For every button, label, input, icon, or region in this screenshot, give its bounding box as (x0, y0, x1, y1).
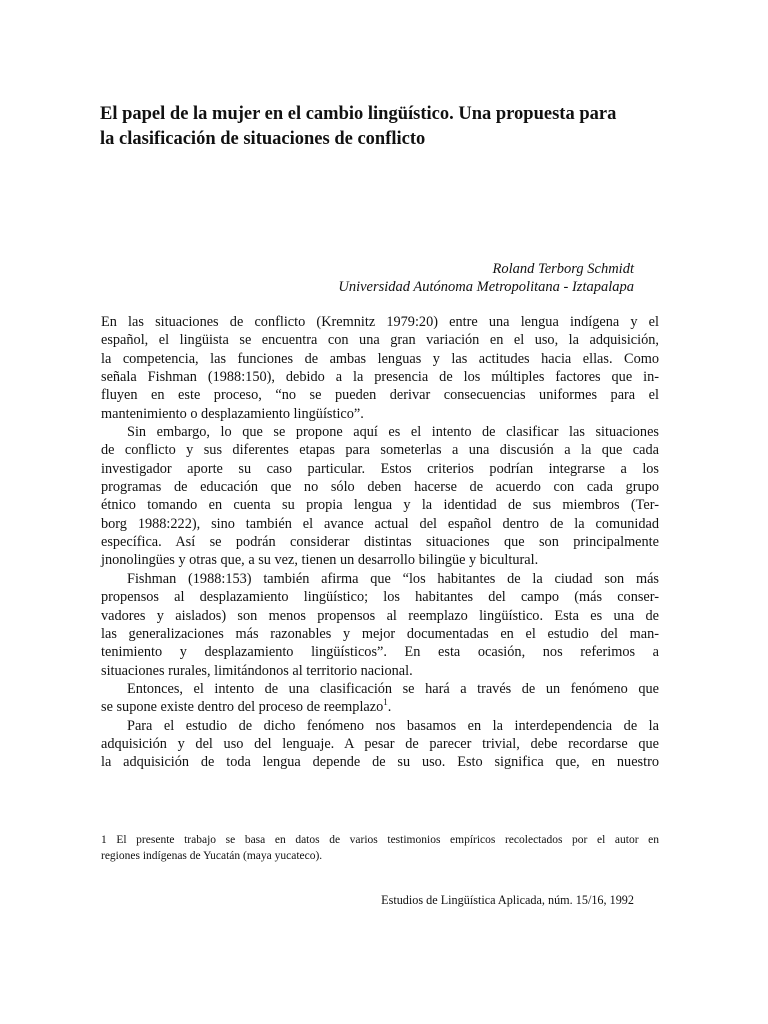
body-line: En las situaciones de conflicto (Kremnitz 1979:20) entre una lengua indígena y el (101, 314, 659, 330)
body-line: mantenimiento o desplazamiento lingüístico”. (101, 405, 364, 422)
article-body (101, 313, 659, 772)
body-line: fluyen en este proceso, “no se pueden derivar consecuencias uniformes para el (101, 387, 659, 404)
article-title (100, 102, 660, 152)
footnote-reference[interactable]: 1 (383, 697, 388, 708)
author-name: Roland Terborg Schmidt (492, 261, 634, 277)
body-line: étnico tomando en cuenta su propia lengua y la identidad de sus miembros (Ter- (101, 497, 659, 514)
body-line: Fishman (1988:153) también afirma que “los habitantes de la ciudad son más (127, 570, 659, 587)
body-line-text: se supone existe dentro del proceso de reemplazo (101, 699, 384, 716)
footnote-line: 1 El presente trabajo se basa en datos de varios testimonios empíricos recolectados por el autor en (101, 834, 659, 846)
body-line: Para el estudio de dicho fenómeno nos basamos en la interdependencia de la (127, 717, 659, 734)
body-line: vadores y aislados) son menos propensos al reemplazo lingüístico. Esta es una de (101, 607, 659, 624)
body-line: investigador aporte su caso particular. Estos criterios podrían integrarse a los (101, 460, 659, 477)
body-line: las generalizaciones más razonables y mejor documentadas en el estudio del man- (101, 625, 659, 642)
body-line: específica. Así se podrán considerar distintas situaciones que son principalmente (101, 534, 659, 551)
author-affiliation: Universidad Autónoma Metropolitana - Iztapalapa (338, 279, 634, 295)
footnote-line: regiones indígenas de Yucatán (maya yucateco). (101, 850, 323, 862)
body-line: Sin embargo, lo que se propone aquí es el intento de clasificar las situaciones (127, 424, 659, 441)
body-line: tenimiento y desplazamiento lingüísticos”. En esta ocasión, nos referimos a (101, 644, 659, 661)
body-line: adquisición y del uso del lenguaje. A pesar de parecer trivial, debe recordarse que (101, 735, 659, 752)
title-line: la clasificación de situaciones de conflicto (100, 129, 426, 149)
footnote (101, 832, 659, 864)
body-line: programas de educación que no sólo deben hacerse de acuerdo con cada grupo (101, 479, 659, 496)
journal-footer: Estudios de Lingüística Aplicada, núm. 15/16, 1992 (381, 893, 634, 907)
title-line: El papel de la mujer en el cambio lingüístico. Una propuesta para (100, 104, 617, 124)
body-line: jnonolingües y otras que, a su vez, tienen un desarrollo bilingüe y bicultural. (101, 552, 539, 569)
body-line: la competencia, las funciones de ambas lenguas y las actitudes hacia ellas. Como (101, 350, 659, 367)
body-line: español, el lingüista se encuentra con una gran variación en el uso, la adquisición, (101, 332, 659, 349)
body-line: la adquisición de toda lengua depende de su uso. Esto significa que, en nuestro (101, 754, 659, 771)
body-line-with-footnote-ref: se supone existe dentro del proceso de reemplazo$^1$. (101, 697, 392, 716)
body-line: borg 1988:222), sino también el avance actual del español dentro de la comunidad (101, 515, 659, 532)
author-block (338, 260, 634, 296)
body-line: situaciones rurales, limitándonos al territorio nacional. (101, 662, 413, 679)
body-line: propensos al desplazamiento lingüístico; los habitantes del campo (más conser- (101, 589, 659, 606)
body-line: señala Fishman (1988:150), debido a la presencia de los múltiples factores que in- (101, 369, 659, 386)
body-line: Entonces, el intento de una clasificación se hará a través de un fenómeno que (127, 680, 659, 697)
body-line: de conflicto y sus diferentes etapas para someterlas a una discusión a la que cada (101, 442, 659, 459)
